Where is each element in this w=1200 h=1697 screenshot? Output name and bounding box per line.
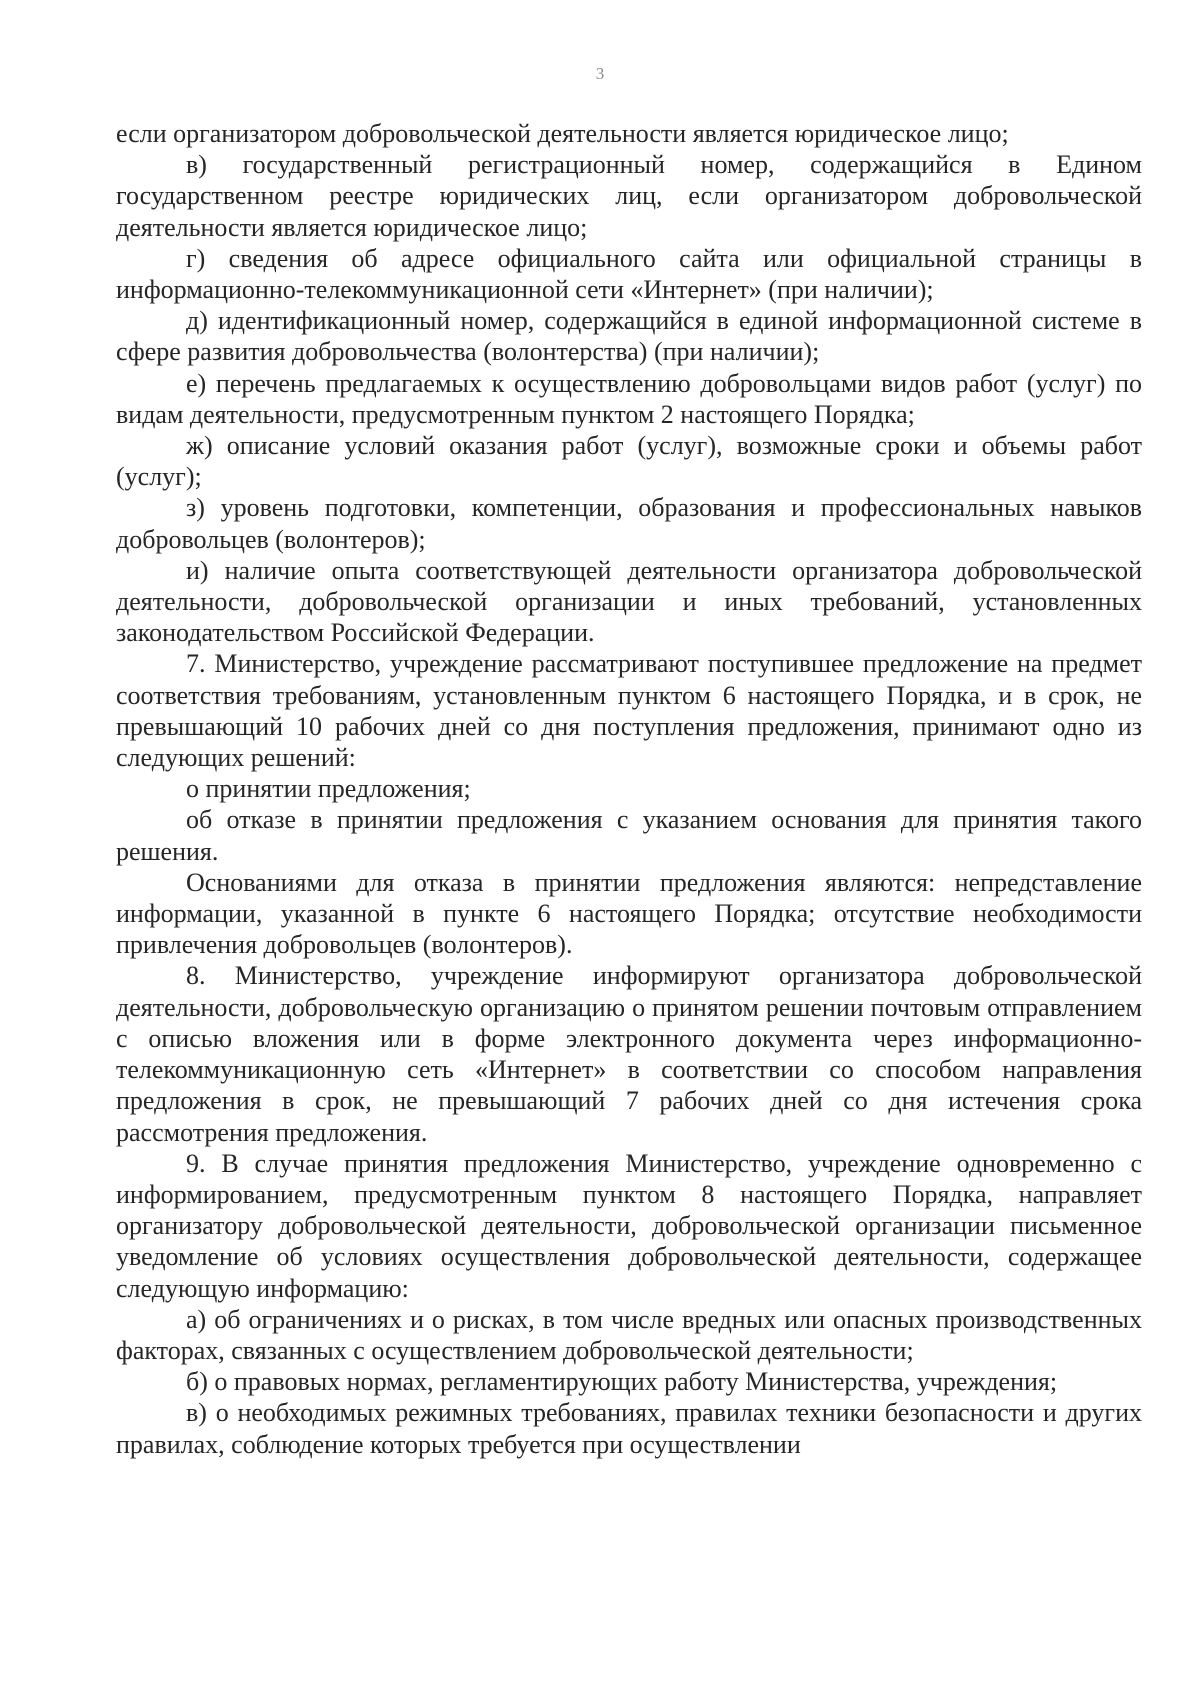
paragraph-item-v2: в) о необходимых режимных требованиях, правилах техники безопасности и других правилах, соблюдение которых требуется при осуществлении bbox=[116, 1398, 1142, 1459]
paragraph-clause-7: 7. Министерство, учреждение рассматривают поступившее предложение на предмет соответствия требованиям, установленным пунктом 6 настоящего Порядка, и в срок, не превышающий 10 рабочих дней со дня поступления предложения, принимают одно из следующих решений: bbox=[116, 649, 1142, 773]
paragraph-item-a: а) об ограничениях и о рисках, в том числе вредных или опасных производственных факторах, связанных с осуществлением добровольческой деятельности; bbox=[116, 1304, 1142, 1365]
paragraph-continuation: если организатором добровольческой деятельности является юридическое лицо; bbox=[116, 119, 1009, 148]
paragraph-item-v: в) государственный регистрационный номер, содержащийся в Едином государственном реестре юридических лиц, если организатором добровольческой деятельности является юридическое лицо; bbox=[116, 150, 1142, 242]
paragraph-item-d: д) идентификационный номер, содержащийся в единой информационной системе в сфере развития добровольчества (волонтерства) (при наличии); bbox=[116, 306, 1142, 367]
paragraph-clause-9: 9. В случае принятия предложения Министерство, учреждение одновременно с информированием, предусмотренным пунктом 8 настоящего Порядка, направляет организатору добровольческой деятельности, добровольческой организации письменное уведомление об условиях осуществления добровольческой деятельности, содержащее следующую информацию: bbox=[116, 1148, 1142, 1303]
page-number: 3 bbox=[595, 64, 605, 83]
paragraph-item-z: з) уровень подготовки, компетенции, образования и профессиональных навыков добровольцев (волонтеров); bbox=[116, 493, 1142, 554]
paragraph-decision-accept: о принятии предложения; bbox=[186, 774, 471, 804]
paragraph-decision-reject: об отказе в принятии предложения с указанием основания для принятия такого решения. bbox=[116, 805, 1142, 866]
paragraph-clause-8: 8. Министерство, учреждение информируют организатора добровольческой деятельности, добровольческую организацию о принятом решении почтовым отправлением с описью вложения или в форме электронного документа через информационно-телекоммуникационную сеть «Интернет» в соответствии со способом направления предложения в срок, не превышающий 7 рабочих дней со дня истечения срока рассмотрения предложения. bbox=[116, 961, 1142, 1147]
paragraph-item-zh: ж) описание условий оказания работ (услуг), возможные сроки и объемы работ (услуг); bbox=[116, 431, 1142, 492]
paragraph-item-g: г) сведения об адресе официального сайта или официальной страницы в информационно-телекоммуникационной сети «Интернет» (при наличии); bbox=[116, 243, 1142, 305]
paragraph-item-i: и) наличие опыта соответствующей деятельности организатора добровольческой деятельности, добровольческой организации и иных требований, установленных законодательством Российской Федерации. bbox=[116, 555, 1142, 648]
paragraph-item-e: е) перечень предлагаемых к осуществлению добровольцами видов работ (услуг) по видам деятельности, предусмотренным пунктом 2 настоящего Порядка; bbox=[116, 368, 1142, 429]
paragraph-reject-grounds: Основаниями для отказа в принятии предложения являются: непредставление информации, указанной в пункте 6 настоящего Порядка; отсутствие необходимости привлечения добровольцев (волонтеров). bbox=[116, 867, 1142, 960]
paragraph-item-b: б) о правовых нормах, регламентирующих работу Министерства, учреждения; bbox=[186, 1367, 1058, 1397]
document-body bbox=[116, 118, 1142, 1460]
